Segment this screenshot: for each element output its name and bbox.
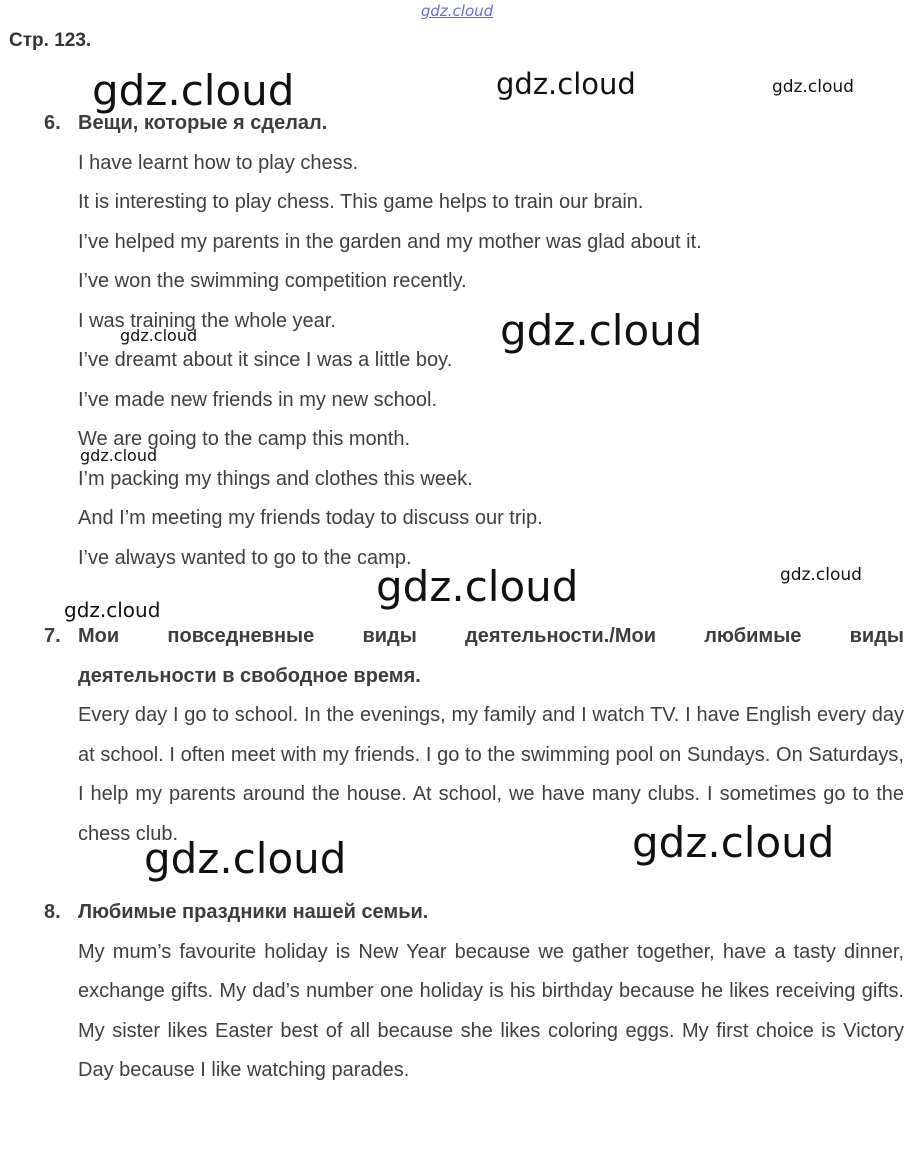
text-line: We are going to the camp this month. xyxy=(78,428,411,450)
section-7-number: 7. xyxy=(44,625,61,647)
text-line: It is interesting to play chess. This game helps to train our brain. xyxy=(78,191,644,213)
watermark: gdz.cloud xyxy=(780,565,862,585)
watermark: gdz.cloud xyxy=(120,326,198,345)
watermark: gdz.cloud xyxy=(632,818,835,867)
watermark: gdz.cloud xyxy=(92,66,295,115)
watermark: gdz.cloud xyxy=(500,306,703,355)
section-8-heading xyxy=(44,893,904,933)
watermark-top: gdz.cloud xyxy=(420,2,494,20)
section-8-paragraph: My mum’s favourite holiday is New Year because we gather together, have a tasty dinner, exchange gifts. My dad’s number one holiday is his birthday because he likes receiving gifts. My sister likes Easter best of all because she likes coloring eggs. My first choice is Victory Day because I like watching parades. xyxy=(78,940,904,1081)
section-6-number: 6. xyxy=(44,112,61,134)
text-line: And I’m meeting my friends today to discuss our trip. xyxy=(78,507,543,529)
text-line: I have learnt how to play chess. xyxy=(78,151,359,174)
text-line: I’ve always wanted to go to the camp. xyxy=(78,546,412,569)
watermark: gdz.cloud xyxy=(80,446,158,465)
section-7-title-line-2: деятельности в свободное время. xyxy=(78,664,421,687)
section-7-paragraph: Every day I go to school. In the evenings, my family and I watch TV. I have English every day at school. I often meet with my friends. I go to the swimming pool on Sundays. On Saturdays, I help my parents around the house. At school, we have many clubs. I sometimes go to the chess club. xyxy=(78,704,904,845)
watermark: gdz.cloud xyxy=(376,562,579,611)
text-line: I’m packing my things and clothes this week. xyxy=(78,467,473,490)
text-line: I was training the whole year. xyxy=(78,309,336,332)
text-line: I’ve dreamt about it since I was a little boy. xyxy=(78,349,453,371)
section-6-title: Вещи, которые я сделал. xyxy=(78,112,328,134)
page-reference: Стр. 123. xyxy=(9,30,92,51)
section-8-number: 8. xyxy=(44,901,61,923)
watermark: gdz.cloud xyxy=(64,598,161,622)
watermark: gdz.cloud xyxy=(144,834,347,883)
section-6-lines xyxy=(78,144,904,579)
text-line: I’ve helped my parents in the garden and my mother was glad about it. xyxy=(78,230,702,253)
section-8-title: Любимые праздники нашей семьи. xyxy=(78,901,429,923)
section-7-title-line-1: Мои повседневные виды деятельности./Мои любимые виды xyxy=(78,625,904,647)
text-line: I’ve won the swimming competition recently. xyxy=(78,270,467,292)
section-8 xyxy=(44,893,904,1091)
text-line: I’ve made new friends in my new school. xyxy=(78,388,438,411)
section-7-heading xyxy=(44,617,904,657)
section-7-heading-cont xyxy=(44,657,904,697)
watermark: gdz.cloud xyxy=(772,77,854,97)
watermark: gdz.cloud xyxy=(496,67,636,101)
